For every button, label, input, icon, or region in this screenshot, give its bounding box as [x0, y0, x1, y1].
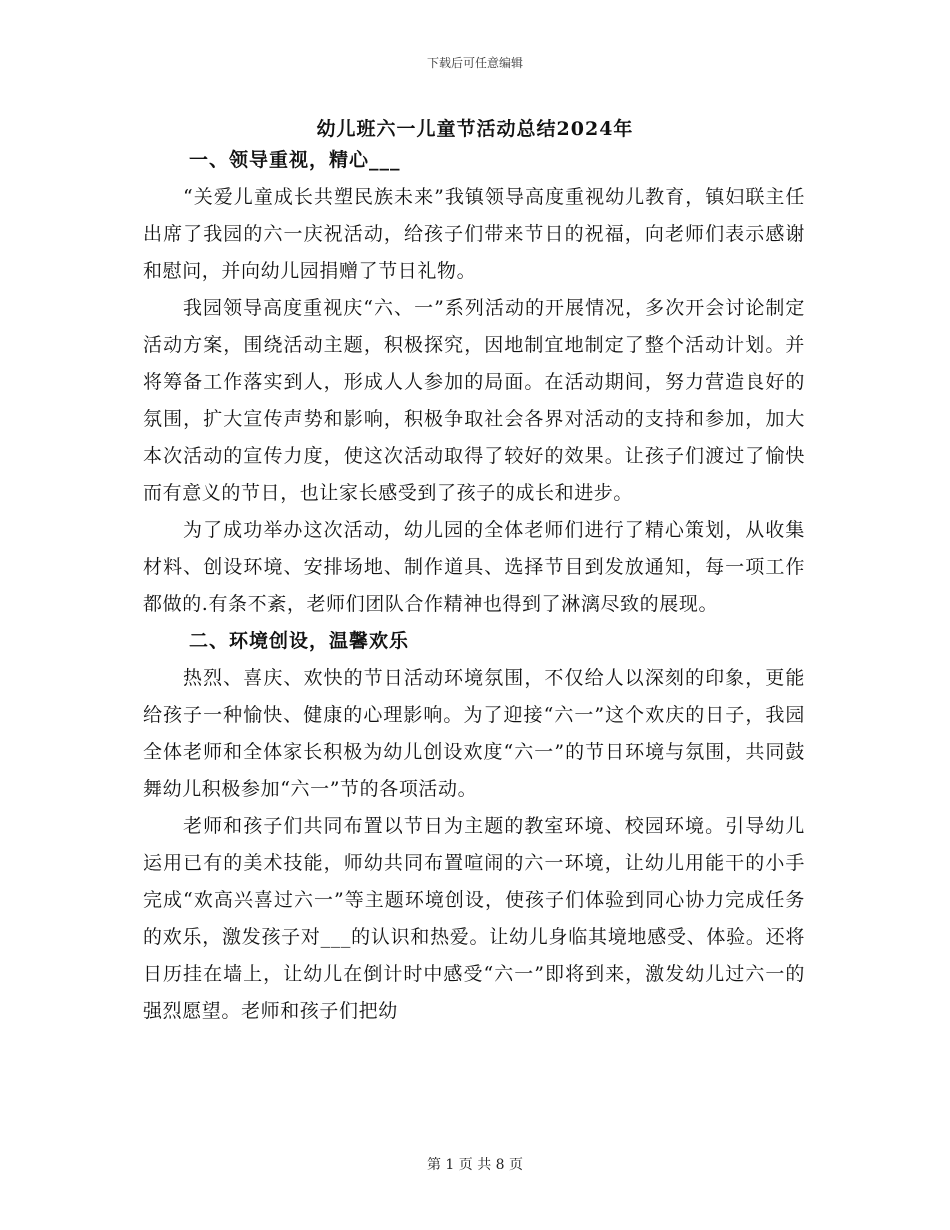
paragraph: 热烈、喜庆、欢快的节日活动环境氛围，不仅给人以深刻的印象，更能给孩子一种愉快、健康的心理影响。为了迎接“六一”这个欢庆的日子，我园全体老师和全体家长积极为幼儿创设欢度“六一”的节日环境与氛围，共同鼓舞幼儿积极参加“六一”节的各项活动。 [143, 667, 805, 800]
page-header-note: 下载后可任意编辑 [426, 56, 523, 70]
paragraph: “关爱儿童成长共塑民族未来”我镇领导高度重视幼儿教育，镇妇联主任出席了我园的六一庆祝活动，给孩子们带来节日的祝福，向老师们表示感谢和慰问，并向幼儿园捐赠了节日礼物。 [143, 186, 805, 282]
paragraph: 我园领导高度重视庆“六、一”系列活动的开展情况，多次开会讨论制定活动方案，围绕活动主题，积极探究，因地制宜地制定了整个活动计划。并将筹备工作落实到人，形成人人参加的局面。在活动期间，努力营造良好的氛围，扩大宣传声势和影响，积极争取社会各界对活动的支持和参加，加大本次活动的宣传力度，使这次活动取得了较好的效果。让孩子们渡过了愉快而有意义的节日，也让家长感受到了孩子的成长和进步。 [143, 297, 805, 504]
section-leadership [143, 142, 805, 623]
section-heading: 二、环境创设，温馨欢乐 [189, 630, 410, 652]
page-number-footer: 第 1 页 共 8 页 [426, 1157, 524, 1173]
paragraph: 老师和孩子们共同布置以节日为主题的教室环境、校园环境。引导幼儿运用已有的美术技能，师幼共同布置喧闹的六一环境，让幼儿用能干的小手完成“欢高兴喜过六一”等主题环境创设，使孩子们体验到同心协力完成任务的欢乐，激发孩子对___的认识和热爱。让幼儿身临其境地感受、体验。还将日历挂在墙上，让幼儿在倒计时中感受“六一”即将到来，激发幼儿过六一的强烈愿望。老师和孩子们把幼 [143, 815, 805, 1022]
document-title: 幼儿班六一儿童节活动总结2024年 [316, 118, 634, 140]
section-environment [143, 623, 805, 1030]
paragraph: 为了成功举办这次活动，幼儿园的全体老师们进行了精心策划，从收集材料、创设环境、安排场地、制作道具、选择节目到发放通知，每一项工作都做的.有条不紊，老师们团队合作精神也得到了淋漓尽致的展现。 [143, 519, 805, 615]
document-body [143, 142, 805, 1030]
section-heading: 一、领导重视，精心___ [189, 149, 401, 171]
